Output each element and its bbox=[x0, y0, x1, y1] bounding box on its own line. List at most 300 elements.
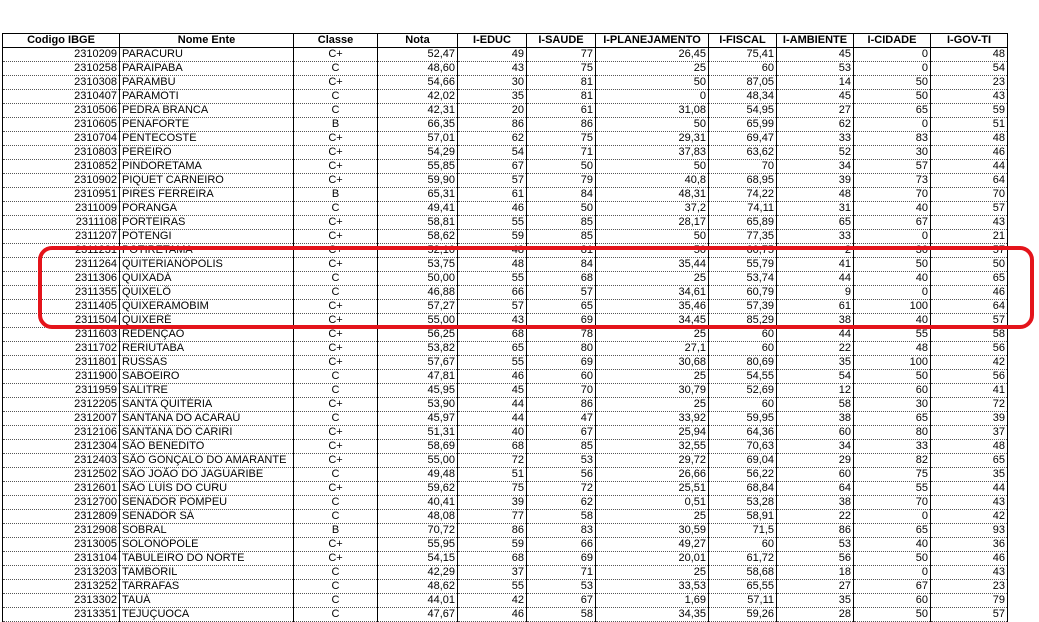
cell-nome-ente: PARAIPABA bbox=[120, 62, 294, 76]
cell-classe: C bbox=[294, 510, 378, 524]
cell-classe: C bbox=[294, 202, 378, 216]
cell-nome-ente: PENTECOSTE bbox=[120, 132, 294, 146]
cell-codigo-ibge: 2310704 bbox=[3, 132, 120, 146]
cell-classe: C bbox=[294, 608, 378, 622]
table-row bbox=[3, 202, 1008, 216]
cell-nota: 52,47 bbox=[378, 48, 458, 62]
cell-i-fiscal: 60,75 bbox=[709, 244, 777, 258]
cell-classe: C+ bbox=[294, 314, 378, 328]
cell-i-planejamento: 34,45 bbox=[596, 314, 709, 328]
cell-i-gov-ti: 64 bbox=[931, 174, 1008, 188]
cell-i-fiscal: 61,72 bbox=[709, 552, 777, 566]
cell-i-fiscal: 75,41 bbox=[709, 48, 777, 62]
cell-i-planejamento: 33,92 bbox=[596, 412, 709, 426]
cell-i-cidade: 0 bbox=[854, 62, 931, 76]
cell-i-gov-ti: 48 bbox=[931, 48, 1008, 62]
cell-i-fiscal: 87,05 bbox=[709, 76, 777, 90]
cell-codigo-ibge: 2312700 bbox=[3, 496, 120, 510]
cell-i-gov-ti: 72 bbox=[931, 398, 1008, 412]
cell-nome-ente: PIRES FERREIRA bbox=[120, 188, 294, 202]
cell-i-educ: 54 bbox=[458, 146, 527, 160]
cell-i-gov-ti: 42 bbox=[931, 356, 1008, 370]
cell-i-gov-ti: 70 bbox=[931, 188, 1008, 202]
cell-classe: C+ bbox=[294, 398, 378, 412]
cell-i-planejamento: 25 bbox=[596, 272, 709, 286]
cell-nome-ente: TARRAFAS bbox=[120, 580, 294, 594]
cell-nota: 45,95 bbox=[378, 384, 458, 398]
cell-nota: 54,66 bbox=[378, 76, 458, 90]
cell-i-planejamento: 48,31 bbox=[596, 188, 709, 202]
cell-i-gov-ti: 21 bbox=[931, 230, 1008, 244]
cell-i-educ: 66 bbox=[458, 286, 527, 300]
cell-i-educ: 67 bbox=[458, 160, 527, 174]
cell-i-planejamento: 50 bbox=[596, 230, 709, 244]
cell-nome-ente: SENADOR POMPEU bbox=[120, 496, 294, 510]
cell-i-ambiente: 61 bbox=[777, 300, 854, 314]
cell-i-planejamento: 25 bbox=[596, 328, 709, 342]
cell-nome-ente: SANTA QUITÉRIA bbox=[120, 398, 294, 412]
cell-i-cidade: 40 bbox=[854, 202, 931, 216]
cell-i-ambiente: 34 bbox=[777, 160, 854, 174]
cell-i-planejamento: 50 bbox=[596, 244, 709, 258]
cell-i-gov-ti: 59 bbox=[931, 104, 1008, 118]
cell-i-cidade: 50 bbox=[854, 90, 931, 104]
cell-i-saude: 57 bbox=[527, 286, 596, 300]
cell-i-cidade: 65 bbox=[854, 412, 931, 426]
cell-i-cidade: 70 bbox=[854, 188, 931, 202]
cell-i-planejamento: 30,79 bbox=[596, 384, 709, 398]
cell-i-saude: 47 bbox=[527, 412, 596, 426]
cell-nota: 57,27 bbox=[378, 300, 458, 314]
cell-i-gov-ti: 43 bbox=[931, 496, 1008, 510]
cell-i-gov-ti: 42 bbox=[931, 510, 1008, 524]
cell-i-fiscal: 60 bbox=[709, 538, 777, 552]
cell-i-gov-ti: 44 bbox=[931, 482, 1008, 496]
cell-classe: C bbox=[294, 580, 378, 594]
cell-i-fiscal: 64,36 bbox=[709, 426, 777, 440]
table-row bbox=[3, 454, 1008, 468]
table-row bbox=[3, 118, 1008, 132]
cell-i-cidade: 0 bbox=[854, 286, 931, 300]
cell-i-educ: 77 bbox=[458, 510, 527, 524]
cell-i-saude: 50 bbox=[527, 160, 596, 174]
cell-i-saude: 71 bbox=[527, 146, 596, 160]
cell-i-educ: 20 bbox=[458, 104, 527, 118]
table-row bbox=[3, 552, 1008, 566]
cell-i-cidade: 55 bbox=[854, 328, 931, 342]
cell-i-planejamento: 20,01 bbox=[596, 552, 709, 566]
cell-i-cidade: 0 bbox=[854, 566, 931, 580]
cell-codigo-ibge: 2310308 bbox=[3, 76, 120, 90]
cell-i-fiscal: 53,74 bbox=[709, 272, 777, 286]
cell-i-ambiente: 18 bbox=[777, 566, 854, 580]
cell-i-ambiente: 45 bbox=[777, 48, 854, 62]
cell-i-saude: 86 bbox=[527, 118, 596, 132]
cell-i-ambiente: 60 bbox=[777, 426, 854, 440]
cell-i-saude: 86 bbox=[527, 398, 596, 412]
cell-i-gov-ti: 93 bbox=[931, 524, 1008, 538]
cell-i-planejamento: 25 bbox=[596, 398, 709, 412]
cell-i-gov-ti: 43 bbox=[931, 90, 1008, 104]
cell-nota: 42,31 bbox=[378, 104, 458, 118]
cell-nome-ente: RERIUTABA bbox=[120, 342, 294, 356]
cell-nota: 58,69 bbox=[378, 440, 458, 454]
cell-codigo-ibge: 2311900 bbox=[3, 370, 120, 384]
cell-i-ambiente: 29 bbox=[777, 454, 854, 468]
cell-i-fiscal: 54,95 bbox=[709, 104, 777, 118]
cell-nome-ente: SÃO JOÃO DO JAGUARIBE bbox=[120, 468, 294, 482]
cell-i-fiscal: 54,55 bbox=[709, 370, 777, 384]
cell-nota: 59,62 bbox=[378, 482, 458, 496]
cell-codigo-ibge: 2311009 bbox=[3, 202, 120, 216]
column-header-i-saude: I-SAUDE bbox=[527, 34, 596, 48]
table-row bbox=[3, 314, 1008, 328]
cell-i-fiscal: 58,91 bbox=[709, 510, 777, 524]
cell-i-ambiente: 54 bbox=[777, 370, 854, 384]
cell-classe: C bbox=[294, 62, 378, 76]
table-body bbox=[3, 48, 1008, 622]
cell-nome-ente: RUSSAS bbox=[120, 356, 294, 370]
cell-codigo-ibge: 2311504 bbox=[3, 314, 120, 328]
table-row bbox=[3, 174, 1008, 188]
cell-i-fiscal: 55,79 bbox=[709, 258, 777, 272]
cell-i-fiscal: 69,04 bbox=[709, 454, 777, 468]
cell-i-fiscal: 70 bbox=[709, 160, 777, 174]
cell-i-cidade: 48 bbox=[854, 342, 931, 356]
cell-nome-ente: PARAMBU bbox=[120, 76, 294, 90]
cell-i-saude: 79 bbox=[527, 174, 596, 188]
cell-i-saude: 67 bbox=[527, 426, 596, 440]
cell-codigo-ibge: 2311264 bbox=[3, 258, 120, 272]
cell-i-ambiente: 38 bbox=[777, 314, 854, 328]
cell-i-ambiente: 53 bbox=[777, 62, 854, 76]
cell-nota: 48,08 bbox=[378, 510, 458, 524]
cell-i-planejamento: 35,46 bbox=[596, 300, 709, 314]
cell-nota: 46,88 bbox=[378, 286, 458, 300]
cell-i-ambiente: 38 bbox=[777, 412, 854, 426]
table-row bbox=[3, 76, 1008, 90]
cell-classe: C+ bbox=[294, 356, 378, 370]
cell-i-educ: 43 bbox=[458, 314, 527, 328]
cell-i-cidade: 50 bbox=[854, 76, 931, 90]
cell-classe: C+ bbox=[294, 342, 378, 356]
cell-i-gov-ti: 79 bbox=[931, 594, 1008, 608]
cell-i-saude: 85 bbox=[527, 216, 596, 230]
table-row bbox=[3, 216, 1008, 230]
cell-i-saude: 72 bbox=[527, 482, 596, 496]
cell-nota: 70,72 bbox=[378, 524, 458, 538]
cell-i-saude: 58 bbox=[527, 510, 596, 524]
cell-i-saude: 61 bbox=[527, 104, 596, 118]
cell-i-fiscal: 68,95 bbox=[709, 174, 777, 188]
cell-i-educ: 62 bbox=[458, 132, 527, 146]
cell-i-educ: 59 bbox=[458, 230, 527, 244]
cell-i-cidade: 70 bbox=[854, 496, 931, 510]
cell-nota: 42,29 bbox=[378, 566, 458, 580]
column-header-i-cidade: I-CIDADE bbox=[854, 34, 931, 48]
cell-i-planejamento: 26,45 bbox=[596, 48, 709, 62]
cell-i-ambiente: 38 bbox=[777, 496, 854, 510]
cell-nome-ente: QUITERIANÓPOLIS bbox=[120, 258, 294, 272]
cell-nome-ente: PARAMOTI bbox=[120, 90, 294, 104]
cell-i-ambiente: 86 bbox=[777, 524, 854, 538]
cell-nota: 45,97 bbox=[378, 412, 458, 426]
cell-codigo-ibge: 2312403 bbox=[3, 454, 120, 468]
spreadsheet-area bbox=[2, 33, 1008, 622]
cell-i-fiscal: 85,29 bbox=[709, 314, 777, 328]
table-row bbox=[3, 356, 1008, 370]
cell-codigo-ibge: 2313252 bbox=[3, 580, 120, 594]
table-row bbox=[3, 496, 1008, 510]
column-header-i-educ: I-EDUC bbox=[458, 34, 527, 48]
cell-i-ambiente: 31 bbox=[777, 202, 854, 216]
cell-i-educ: 75 bbox=[458, 482, 527, 496]
cell-i-planejamento: 37,2 bbox=[596, 202, 709, 216]
cell-codigo-ibge: 2311306 bbox=[3, 272, 120, 286]
cell-i-educ: 49 bbox=[458, 48, 527, 62]
cell-nota: 53,75 bbox=[378, 258, 458, 272]
cell-i-gov-ti: 48 bbox=[931, 440, 1008, 454]
cell-i-fiscal: 74,22 bbox=[709, 188, 777, 202]
cell-i-saude: 69 bbox=[527, 552, 596, 566]
cell-nota: 53,82 bbox=[378, 342, 458, 356]
cell-i-ambiente: 34 bbox=[777, 440, 854, 454]
table-row bbox=[3, 258, 1008, 272]
cell-i-ambiente: 27 bbox=[777, 104, 854, 118]
cell-i-saude: 53 bbox=[527, 454, 596, 468]
table-row bbox=[3, 440, 1008, 454]
cell-nota: 55,00 bbox=[378, 314, 458, 328]
cell-i-cidade: 100 bbox=[854, 300, 931, 314]
cell-i-cidade: 33 bbox=[854, 440, 931, 454]
cell-i-ambiente: 65 bbox=[777, 216, 854, 230]
cell-codigo-ibge: 2310951 bbox=[3, 188, 120, 202]
table-row bbox=[3, 132, 1008, 146]
cell-i-fiscal: 56,22 bbox=[709, 468, 777, 482]
cell-i-cidade: 30 bbox=[854, 398, 931, 412]
cell-i-cidade: 82 bbox=[854, 454, 931, 468]
cell-i-cidade: 0 bbox=[854, 510, 931, 524]
cell-codigo-ibge: 2312007 bbox=[3, 412, 120, 426]
cell-i-saude: 81 bbox=[527, 76, 596, 90]
cell-i-planejamento: 30,59 bbox=[596, 524, 709, 538]
cell-nota: 48,60 bbox=[378, 62, 458, 76]
cell-i-educ: 55 bbox=[458, 272, 527, 286]
cell-i-saude: 69 bbox=[527, 314, 596, 328]
cell-nota: 49,48 bbox=[378, 468, 458, 482]
cell-i-gov-ti: 56 bbox=[931, 342, 1008, 356]
cell-i-planejamento: 32,55 bbox=[596, 440, 709, 454]
cell-i-educ: 35 bbox=[458, 90, 527, 104]
cell-classe: B bbox=[294, 118, 378, 132]
cell-i-ambiente: 2 bbox=[777, 244, 854, 258]
cell-i-gov-ti: 54 bbox=[931, 62, 1008, 76]
cell-i-educ: 39 bbox=[458, 496, 527, 510]
cell-i-educ: 30 bbox=[458, 76, 527, 90]
cell-codigo-ibge: 2311231 bbox=[3, 244, 120, 258]
table-row bbox=[3, 482, 1008, 496]
cell-codigo-ibge: 2312809 bbox=[3, 510, 120, 524]
cell-classe: C+ bbox=[294, 328, 378, 342]
cell-i-gov-ti: 65 bbox=[931, 272, 1008, 286]
cell-classe: C bbox=[294, 384, 378, 398]
cell-nota: 42,02 bbox=[378, 90, 458, 104]
table-row bbox=[3, 230, 1008, 244]
cell-i-ambiente: 22 bbox=[777, 510, 854, 524]
cell-nome-ente: PEDRA BRANCA bbox=[120, 104, 294, 118]
cell-i-cidade: 60 bbox=[854, 384, 931, 398]
cell-i-educ: 42 bbox=[458, 594, 527, 608]
cell-i-gov-ti: 36 bbox=[931, 538, 1008, 552]
cell-i-gov-ti: 41 bbox=[931, 384, 1008, 398]
cell-codigo-ibge: 2310902 bbox=[3, 174, 120, 188]
cell-codigo-ibge: 2310803 bbox=[3, 146, 120, 160]
cell-codigo-ibge: 2311108 bbox=[3, 216, 120, 230]
cell-i-saude: 50 bbox=[527, 202, 596, 216]
cell-i-saude: 62 bbox=[527, 496, 596, 510]
cell-i-ambiente: 64 bbox=[777, 482, 854, 496]
column-header-i-gov-ti: I-GOV-TI bbox=[931, 34, 1008, 48]
cell-nota: 56,25 bbox=[378, 328, 458, 342]
cell-nota: 54,15 bbox=[378, 552, 458, 566]
cell-i-planejamento: 29,31 bbox=[596, 132, 709, 146]
column-header-codigo-ibge: Codigo IBGE bbox=[3, 34, 120, 48]
table-row bbox=[3, 412, 1008, 426]
cell-i-ambiente: 27 bbox=[777, 580, 854, 594]
cell-i-fiscal: 60 bbox=[709, 328, 777, 342]
cell-i-fiscal: 57,39 bbox=[709, 300, 777, 314]
cell-i-saude: 84 bbox=[527, 188, 596, 202]
cell-classe: C+ bbox=[294, 552, 378, 566]
cell-codigo-ibge: 2312908 bbox=[3, 524, 120, 538]
cell-classe: C bbox=[294, 370, 378, 384]
cell-codigo-ibge: 2310258 bbox=[3, 62, 120, 76]
cell-i-ambiente: 58 bbox=[777, 398, 854, 412]
table-row bbox=[3, 62, 1008, 76]
cell-nome-ente: PEREIRO bbox=[120, 146, 294, 160]
cell-i-ambiente: 60 bbox=[777, 468, 854, 482]
cell-i-cidade: 73 bbox=[854, 174, 931, 188]
cell-classe: C bbox=[294, 566, 378, 580]
cell-i-educ: 86 bbox=[458, 118, 527, 132]
cell-i-educ: 68 bbox=[458, 552, 527, 566]
cell-i-cidade: 67 bbox=[854, 216, 931, 230]
cell-i-gov-ti: 39 bbox=[931, 412, 1008, 426]
cell-i-fiscal: 68,84 bbox=[709, 482, 777, 496]
cell-codigo-ibge: 2310852 bbox=[3, 160, 120, 174]
cell-i-saude: 83 bbox=[527, 524, 596, 538]
cell-i-fiscal: 71,5 bbox=[709, 524, 777, 538]
cell-i-gov-ti: 43 bbox=[931, 566, 1008, 580]
cell-i-planejamento: 29,72 bbox=[596, 454, 709, 468]
cell-i-planejamento: 0,51 bbox=[596, 496, 709, 510]
table-row bbox=[3, 398, 1008, 412]
cell-i-gov-ti: 46 bbox=[931, 286, 1008, 300]
cell-classe: C+ bbox=[294, 426, 378, 440]
cell-i-gov-ti: 57 bbox=[931, 202, 1008, 216]
cell-i-ambiente: 52 bbox=[777, 146, 854, 160]
cell-nome-ente: QUIXERAMOBIM bbox=[120, 300, 294, 314]
cell-i-educ: 57 bbox=[458, 174, 527, 188]
cell-i-gov-ti: 23 bbox=[931, 76, 1008, 90]
cell-classe: C bbox=[294, 90, 378, 104]
table-row bbox=[3, 342, 1008, 356]
table-row bbox=[3, 286, 1008, 300]
table-row bbox=[3, 244, 1008, 258]
cell-i-cidade: 0 bbox=[854, 48, 931, 62]
cell-i-cidade: 100 bbox=[854, 356, 931, 370]
table-row bbox=[3, 328, 1008, 342]
cell-i-saude: 66 bbox=[527, 538, 596, 552]
cell-i-educ: 40 bbox=[458, 426, 527, 440]
cell-nome-ente: PARACURU bbox=[120, 48, 294, 62]
cell-i-gov-ti: 35 bbox=[931, 468, 1008, 482]
cell-i-planejamento: 31,08 bbox=[596, 104, 709, 118]
cell-i-fiscal: 57,11 bbox=[709, 594, 777, 608]
cell-codigo-ibge: 2311702 bbox=[3, 342, 120, 356]
cell-i-educ: 44 bbox=[458, 412, 527, 426]
cell-classe: C bbox=[294, 104, 378, 118]
cell-i-fiscal: 53,28 bbox=[709, 496, 777, 510]
table-row bbox=[3, 272, 1008, 286]
cell-i-cidade: 57 bbox=[854, 160, 931, 174]
cell-classe: C+ bbox=[294, 300, 378, 314]
cell-classe: C+ bbox=[294, 132, 378, 146]
cell-nome-ente: TAMBORIL bbox=[120, 566, 294, 580]
cell-i-cidade: 65 bbox=[854, 104, 931, 118]
cell-classe: B bbox=[294, 524, 378, 538]
column-header-i-ambiente: I-AMBIENTE bbox=[777, 34, 854, 48]
cell-i-gov-ti: 56 bbox=[931, 370, 1008, 384]
cell-nota: 58,62 bbox=[378, 230, 458, 244]
cell-classe: C bbox=[294, 412, 378, 426]
cell-nota: 47,67 bbox=[378, 608, 458, 622]
cell-classe: C+ bbox=[294, 482, 378, 496]
cell-i-planejamento: 25 bbox=[596, 566, 709, 580]
cell-i-fiscal: 48,34 bbox=[709, 90, 777, 104]
cell-i-gov-ti: 46 bbox=[931, 552, 1008, 566]
table-row bbox=[3, 510, 1008, 524]
cell-i-planejamento: 40,8 bbox=[596, 174, 709, 188]
table-row bbox=[3, 370, 1008, 384]
cell-i-gov-ti: 57 bbox=[931, 244, 1008, 258]
cell-nome-ente: SÃO LUÍS DO CURU bbox=[120, 482, 294, 496]
cell-i-ambiente: 14 bbox=[777, 76, 854, 90]
cell-i-ambiente: 53 bbox=[777, 538, 854, 552]
cell-nota: 55,85 bbox=[378, 160, 458, 174]
cell-i-ambiente: 48 bbox=[777, 188, 854, 202]
table-row bbox=[3, 300, 1008, 314]
cell-nome-ente: SENADOR SÁ bbox=[120, 510, 294, 524]
cell-i-cidade: 67 bbox=[854, 580, 931, 594]
cell-nome-ente: SANTANA DO ACARAÚ bbox=[120, 412, 294, 426]
cell-classe: C+ bbox=[294, 258, 378, 272]
cell-i-cidade: 75 bbox=[854, 468, 931, 482]
cell-i-cidade: 30 bbox=[854, 146, 931, 160]
cell-i-gov-ti: 51 bbox=[931, 118, 1008, 132]
cell-i-educ: 46 bbox=[458, 370, 527, 384]
cell-i-educ: 86 bbox=[458, 524, 527, 538]
cell-i-educ: 61 bbox=[458, 188, 527, 202]
cell-nota: 44,01 bbox=[378, 594, 458, 608]
cell-i-fiscal: 80,69 bbox=[709, 356, 777, 370]
cell-classe: C bbox=[294, 272, 378, 286]
cell-nota: 49,41 bbox=[378, 202, 458, 216]
cell-classe: C+ bbox=[294, 230, 378, 244]
cell-nome-ente: SOBRAL bbox=[120, 524, 294, 538]
cell-classe: C bbox=[294, 468, 378, 482]
cell-nome-ente: TAUÁ bbox=[120, 594, 294, 608]
